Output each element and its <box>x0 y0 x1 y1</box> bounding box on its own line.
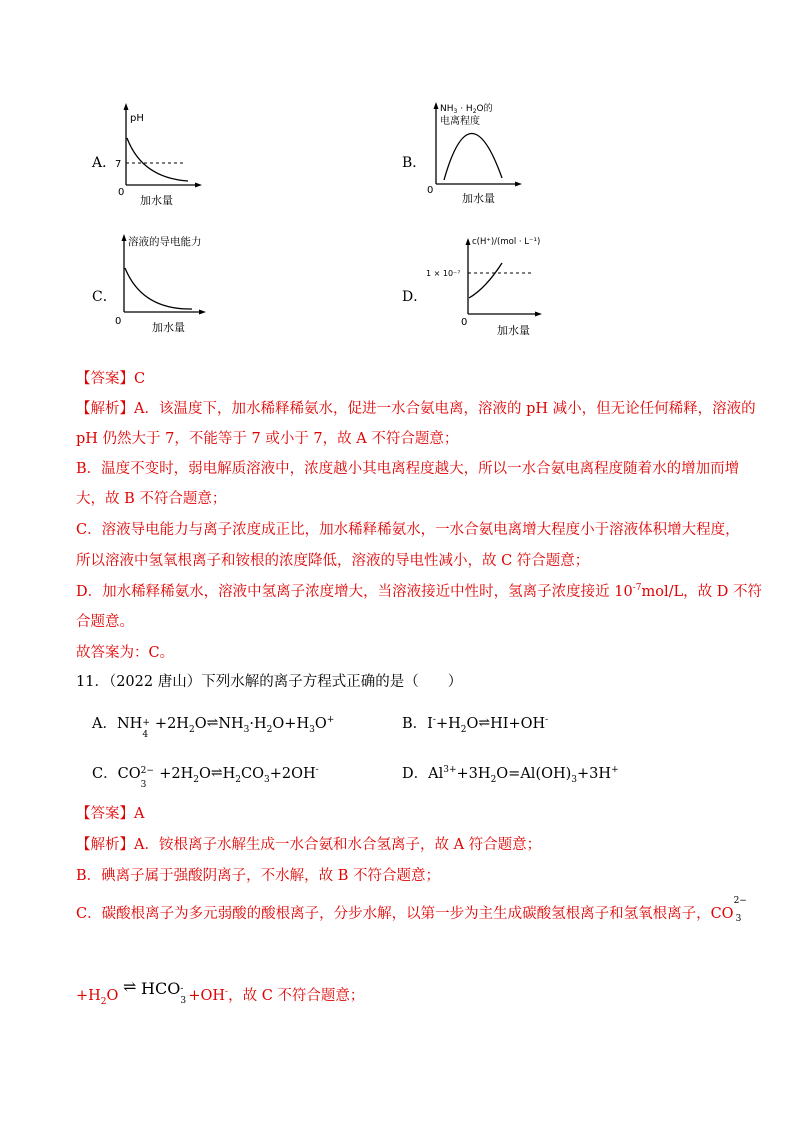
graph-c-xlabel: 加水量 <box>152 321 185 334</box>
equilibrium-arrow-icon: ⇌ <box>210 765 223 781</box>
graph-d <box>424 230 544 342</box>
graph-d-ylabel: c(H⁺)/(mol · L⁻¹) <box>472 237 541 247</box>
q11-answer: 【答案】A <box>76 806 145 822</box>
q10-expl-b-line2: 大，故 B 不符合题意； <box>76 491 227 507</box>
q10-expl-d-line1: D．加水稀释稀氨水，溶液中氢离子浓度增大，当溶液接近中性时，氢离子浓度接近 $10^{-7}mol/L$，故 D 不符 <box>76 583 762 600</box>
graph-d-xlabel: 加水量 <box>497 324 530 337</box>
graph-b-origin: 0 <box>427 185 434 196</box>
graph-c <box>112 230 222 340</box>
graph-a-tick-7: 7 <box>115 159 122 170</box>
q11-option-a: A．NH + 4 $+2H_2O\rightleftharpoons NH_3\cdot H_2O+H_3O^+$ <box>92 715 335 740</box>
q10-expl-c-line2: 所以溶液中氢氧根离子和铵根的浓度降低，溶液的导电性减小，故 C 符合题意； <box>76 553 590 569</box>
graph-c-origin: 0 <box>115 316 122 327</box>
option-b-label: B． <box>402 155 427 171</box>
q11-option-d: D．$Al^{3+}+3H_2O=Al(OH)_3+3H^+$ <box>402 765 619 785</box>
graph-b <box>422 96 532 208</box>
q11-option-b: B．$I^-+H_2O\rightleftharpoons HI+OH^-$ <box>402 715 549 735</box>
option-a-label: A． <box>92 155 117 171</box>
q10-expl-a-line1: 【解析】A．该温度下，加水稀释稀氨水，促进一水合氨电离，溶液的 pH 减小，但无论任何稀释，溶液的 <box>76 401 756 417</box>
graph-a-xlabel: 加水量 <box>140 194 173 207</box>
graph-b-ylabel-line2: 电离程度 <box>440 116 480 127</box>
q10-expl-d-line2: 合题意。 <box>76 614 134 630</box>
q10-expl-b-line1: B．温度不变时，弱电解质溶液中，浓度越小其电离程度越大，所以一水合氨电离程度随着水的增加而增 <box>76 461 740 477</box>
q11-option-c: C．CO 2− 3 $+2H_2O\rightleftharpoons H_2CO_3+2OH^-$ <box>92 765 319 790</box>
graph-a-origin: 0 <box>118 187 125 198</box>
graph-b-ylabel-line1: $NH_3 \cdot H_2O$的 <box>440 104 493 115</box>
graph-d-origin: 0 <box>461 317 468 328</box>
q10-answer: 【答案】C <box>76 371 146 387</box>
graph-a <box>112 100 207 210</box>
option-d-label: D． <box>402 289 428 305</box>
q11-stem: 11．（2022 唐山）下列水解的离子方程式正确的是（ ） <box>76 674 463 690</box>
graph-d-tick: 1 × 10⁻⁷ <box>426 269 461 278</box>
equilibrium-arrow-icon: ⇌ <box>206 715 219 731</box>
equilibrium-arrow-icon: ⇌ <box>478 715 491 731</box>
q11-expl-c-line1: C．碳酸根离子为多元弱酸的酸根离子，分步水解，以第一步为主生成碳酸氢根离子和氢氧根离子，CO 2− 3 <box>76 896 747 924</box>
q10-final: 故答案为：C。 <box>76 645 175 661</box>
graph-c-ylabel: 溶液的导电能力 <box>128 236 202 248</box>
q11-expl-c-line2: $+H_2O$ ⇌ HCO - 3 +OH-，故 C 不符合题意； <box>76 977 365 1007</box>
q11-expl-b: B．碘离子属于强酸阴离子，不水解，故 B 不符合题意； <box>76 868 441 884</box>
q11-expl-a: 【解析】A．铵根离子水解生成一水合氨和水合氢离子，故 A 符合题意； <box>76 837 542 853</box>
q10-expl-a-line2: pH 仍然大于 7，不能等于 7 或小于 7，故 A 不符合题意； <box>76 431 459 447</box>
option-c-label: C． <box>92 289 117 305</box>
graph-b-xlabel: 加水量 <box>462 192 495 205</box>
equilibrium-arrow-icon: ⇌ <box>123 977 137 996</box>
graph-a-ylabel: pH <box>130 113 144 124</box>
q10-expl-c-line1: C．溶液导电能力与离子浓度成正比，加水稀释稀氨水，一水合氨电离增大程度小于溶液体积增大程度， <box>76 522 740 538</box>
